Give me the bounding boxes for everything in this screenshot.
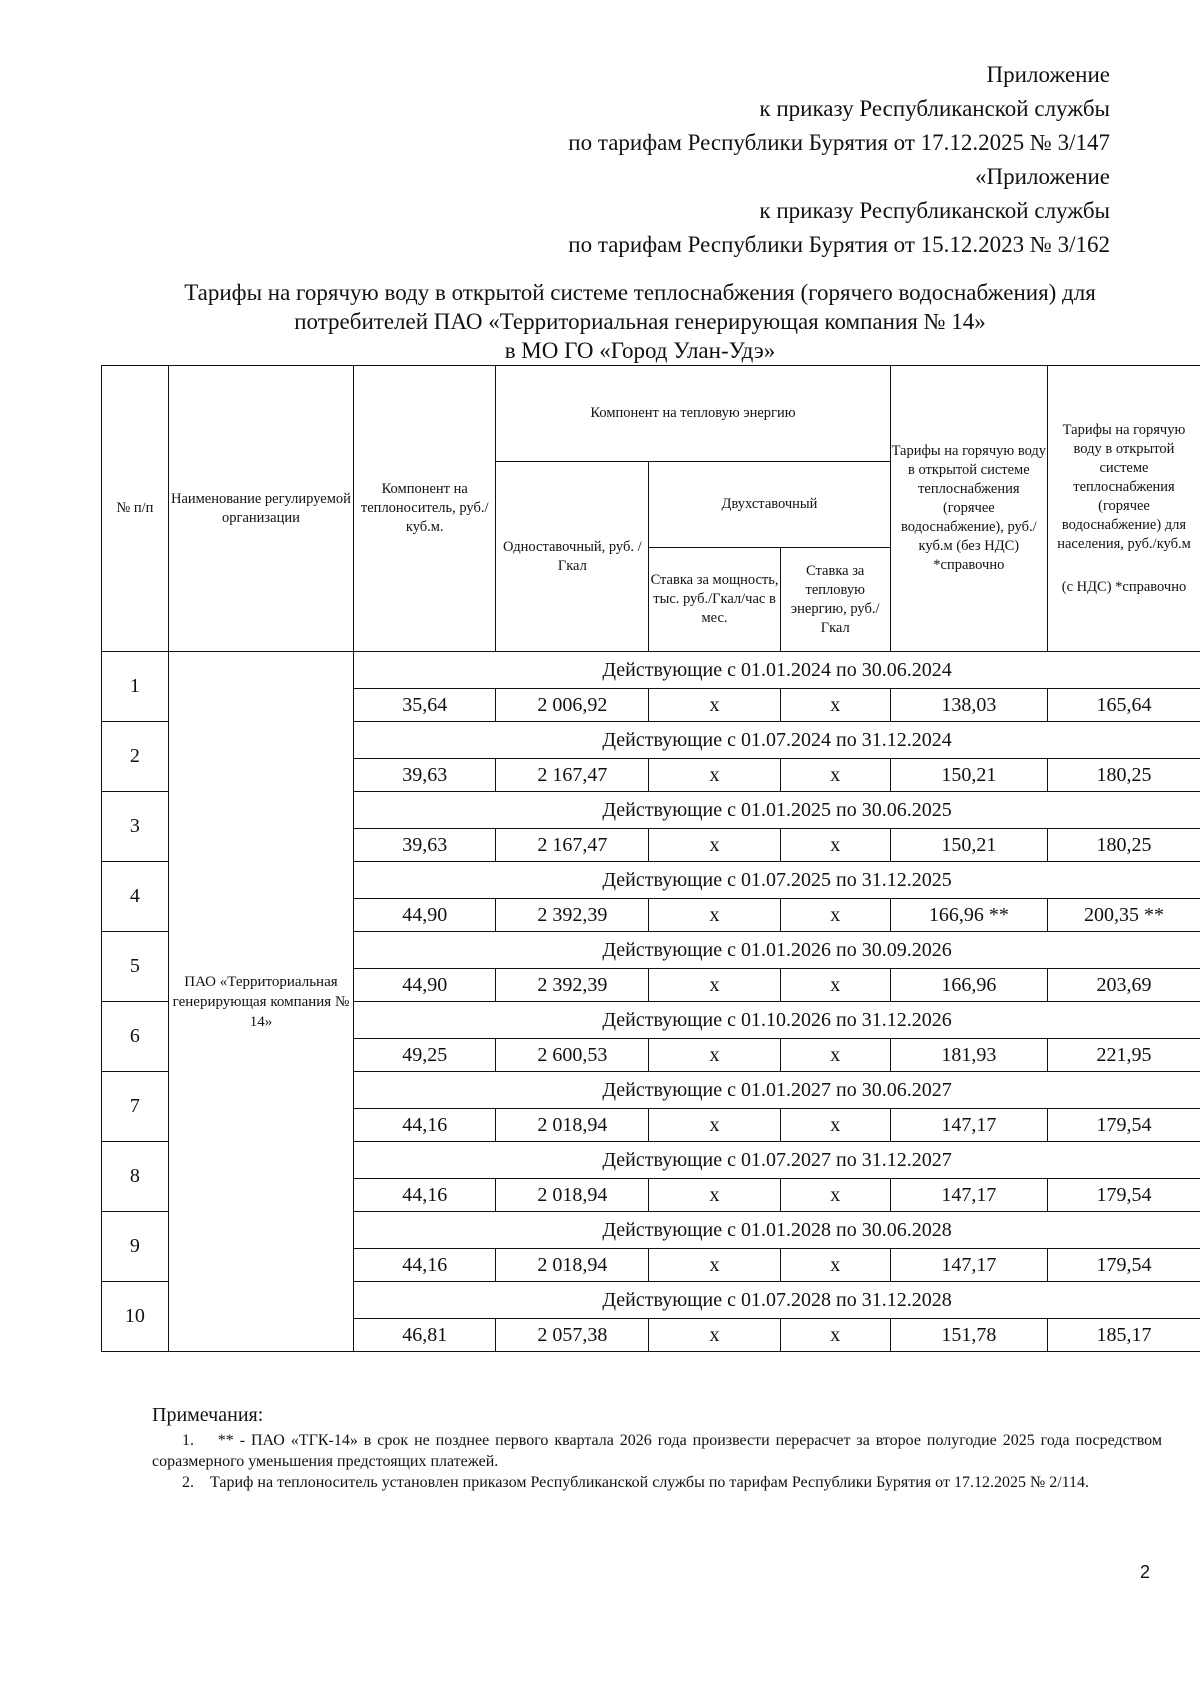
single-rate-value: 2 057,38 [496,1319,649,1352]
tariff-vat-value: 180,25 [1047,829,1200,862]
header-tariff-no-vat: Тарифы на горячую воду в открытой системе теплоснабжения (горячее водоснабжение), руб./куб.м (без НДС) *справочно [890,366,1047,652]
header-thermal: Компонент на тепловую энергию [496,366,890,462]
carrier-value: 49,25 [354,1039,496,1072]
period-label: Действующие с 01.01.2024 по 30.06.2024 [354,652,1200,689]
row-number: 6 [102,1002,169,1072]
period-label: Действующие с 01.01.2025 по 30.06.2025 [354,792,1200,829]
period-label: Действующие с 01.01.2026 по 30.09.2026 [354,932,1200,969]
capacity-rate-value: х [649,899,780,932]
carrier-value: 46,81 [354,1319,496,1352]
energy-rate-value: х [780,1039,890,1072]
header-org: Наименование регулируемой организации [168,366,353,652]
tariff-vat-value: 179,54 [1047,1249,1200,1282]
row-number: 3 [102,792,169,862]
row-number: 10 [102,1282,169,1352]
tariff-no-vat-value: 150,21 [890,829,1047,862]
page-number: 2 [1139,1562,1150,1582]
capacity-rate-value: х [649,1109,780,1142]
carrier-value: 44,16 [354,1179,496,1212]
row-number: 5 [102,932,169,1002]
carrier-value: 39,63 [354,829,496,862]
document-title [130,278,1150,365]
energy-rate-value: х [780,1249,890,1282]
tariff-no-vat-value: 147,17 [890,1109,1047,1142]
tariff-table [101,365,1200,1352]
single-rate-value: 2 006,92 [496,689,649,722]
energy-rate-value: х [780,759,890,792]
period-label: Действующие с 01.01.2027 по 30.06.2027 [354,1072,1200,1109]
period-label: Действующие с 01.07.2028 по 31.12.2028 [354,1282,1200,1319]
period-label: Действующие с 01.07.2027 по 31.12.2027 [354,1142,1200,1179]
single-rate-value: 2 018,94 [496,1109,649,1142]
energy-rate-value: х [780,1179,890,1212]
document-header [568,58,1110,262]
header-num: № п/п [102,366,169,652]
header-tariff-vat-main: Тарифы на горячую воду в открытой системе теплоснабжения (горячее водоснабжение) для населения, руб./куб.м [1057,421,1191,552]
tariff-vat-value: 221,95 [1047,1039,1200,1072]
header-tariff-vat-sub: (с НДС) *справочно [1061,578,1187,595]
tariff-vat-value: 200,35 ** [1047,899,1200,932]
row-number: 7 [102,1072,169,1142]
single-rate-value: 2 392,39 [496,899,649,932]
header-carrier: Компонент на теплоноситель, руб./ куб.м. [354,366,496,652]
title-line: Тарифы на горячую воду в открытой системе теплоснабжения (горячего водоснабжения) для [184,280,1096,305]
tariff-no-vat-value: 151,78 [890,1319,1047,1352]
energy-rate-value: х [780,1109,890,1142]
title-line: в МО ГО «Город Улан-Удэ» [504,338,776,363]
energy-rate-value: х [780,969,890,1002]
header-tariff-vat [1047,366,1200,652]
note-item: 2. Тариф на теплоноситель установлен приказом Республиканской службы по тарифам Республики Бурятия от 17.12.2025 № 2/114. [182,1474,1090,1491]
carrier-value: 44,16 [354,1109,496,1142]
row-number: 4 [102,862,169,932]
tariff-vat-value: 179,54 [1047,1179,1200,1212]
energy-rate-value: х [780,829,890,862]
tariff-no-vat-value: 181,93 [890,1039,1047,1072]
notes-section [152,1405,1162,1493]
row-number: 2 [102,722,169,792]
header-line: к приказу Республиканской службы [759,96,1110,121]
title-line: потребителей ПАО «Территориальная генерирующая компания № 14» [294,309,986,334]
energy-rate-value: х [780,689,890,722]
header-energy-rate: Ставка за тепловую энергию, руб./Гкал [780,548,890,652]
row-number: 1 [102,652,169,722]
header-line: Приложение [986,62,1110,87]
header-line: по тарифам Республики Бурятия от 17.12.2025 № 3/147 [568,130,1110,155]
energy-rate-value: х [780,899,890,932]
energy-rate-value: х [780,1319,890,1352]
header-two-rate: Двухставочный [649,462,890,548]
tariff-vat-value: 185,17 [1047,1319,1200,1352]
tariff-vat-value: 165,64 [1047,689,1200,722]
capacity-rate-value: х [649,1319,780,1352]
tariff-vat-value: 203,69 [1047,969,1200,1002]
row-number: 9 [102,1212,169,1282]
capacity-rate-value: х [649,689,780,722]
carrier-value: 35,64 [354,689,496,722]
single-rate-value: 2 167,47 [496,829,649,862]
header-single-rate: Одноставочный, руб. /Гкал [496,462,649,652]
period-row [102,652,1200,689]
tariff-no-vat-value: 150,21 [890,759,1047,792]
tariff-no-vat-value: 147,17 [890,1179,1047,1212]
capacity-rate-value: х [649,1179,780,1212]
capacity-rate-value: х [649,829,780,862]
header-line: «Приложение [975,164,1110,189]
capacity-rate-value: х [649,1249,780,1282]
capacity-rate-value: х [649,759,780,792]
tariff-no-vat-value: 166,96 [890,969,1047,1002]
period-label: Действующие с 01.10.2026 по 31.12.2026 [354,1002,1200,1039]
tariff-no-vat-value: 138,03 [890,689,1047,722]
period-label: Действующие с 01.07.2025 по 31.12.2025 [354,862,1200,899]
tariff-vat-value: 180,25 [1047,759,1200,792]
capacity-rate-value: х [649,1039,780,1072]
carrier-value: 44,90 [354,969,496,1002]
header-capacity-rate: Ставка за мощность, тыс. руб./Гкал/час в мес. [649,548,780,652]
row-number: 8 [102,1142,169,1212]
single-rate-value: 2 018,94 [496,1179,649,1212]
tariff-no-vat-value: 166,96 ** [890,899,1047,932]
period-label: Действующие с 01.01.2028 по 30.06.2028 [354,1212,1200,1249]
single-rate-value: 2 600,53 [496,1039,649,1072]
tariff-no-vat-value: 147,17 [890,1249,1047,1282]
note-item: 1. ** - ПАО «ТГК-14» в срок не позднее первого квартала 2026 года произвести перерасчет за второе полугодие 2025 года посредством соразмерного уменьшения предстоящих платежей. [152,1432,1162,1470]
carrier-value: 44,16 [354,1249,496,1282]
organization-name: ПАО «Территориальная генерирующая компания № 14» [168,652,353,1352]
single-rate-value: 2 392,39 [496,969,649,1002]
tariff-vat-value: 179,54 [1047,1109,1200,1142]
period-label: Действующие с 01.07.2024 по 31.12.2024 [354,722,1200,759]
header-line: к приказу Республиканской службы [759,198,1110,223]
capacity-rate-value: х [649,969,780,1002]
notes-title: Примечания: [152,1404,264,1426]
header-line: по тарифам Республики Бурятия от 15.12.2023 № 3/162 [568,232,1110,257]
carrier-value: 44,90 [354,899,496,932]
carrier-value: 39,63 [354,759,496,792]
single-rate-value: 2 018,94 [496,1249,649,1282]
single-rate-value: 2 167,47 [496,759,649,792]
